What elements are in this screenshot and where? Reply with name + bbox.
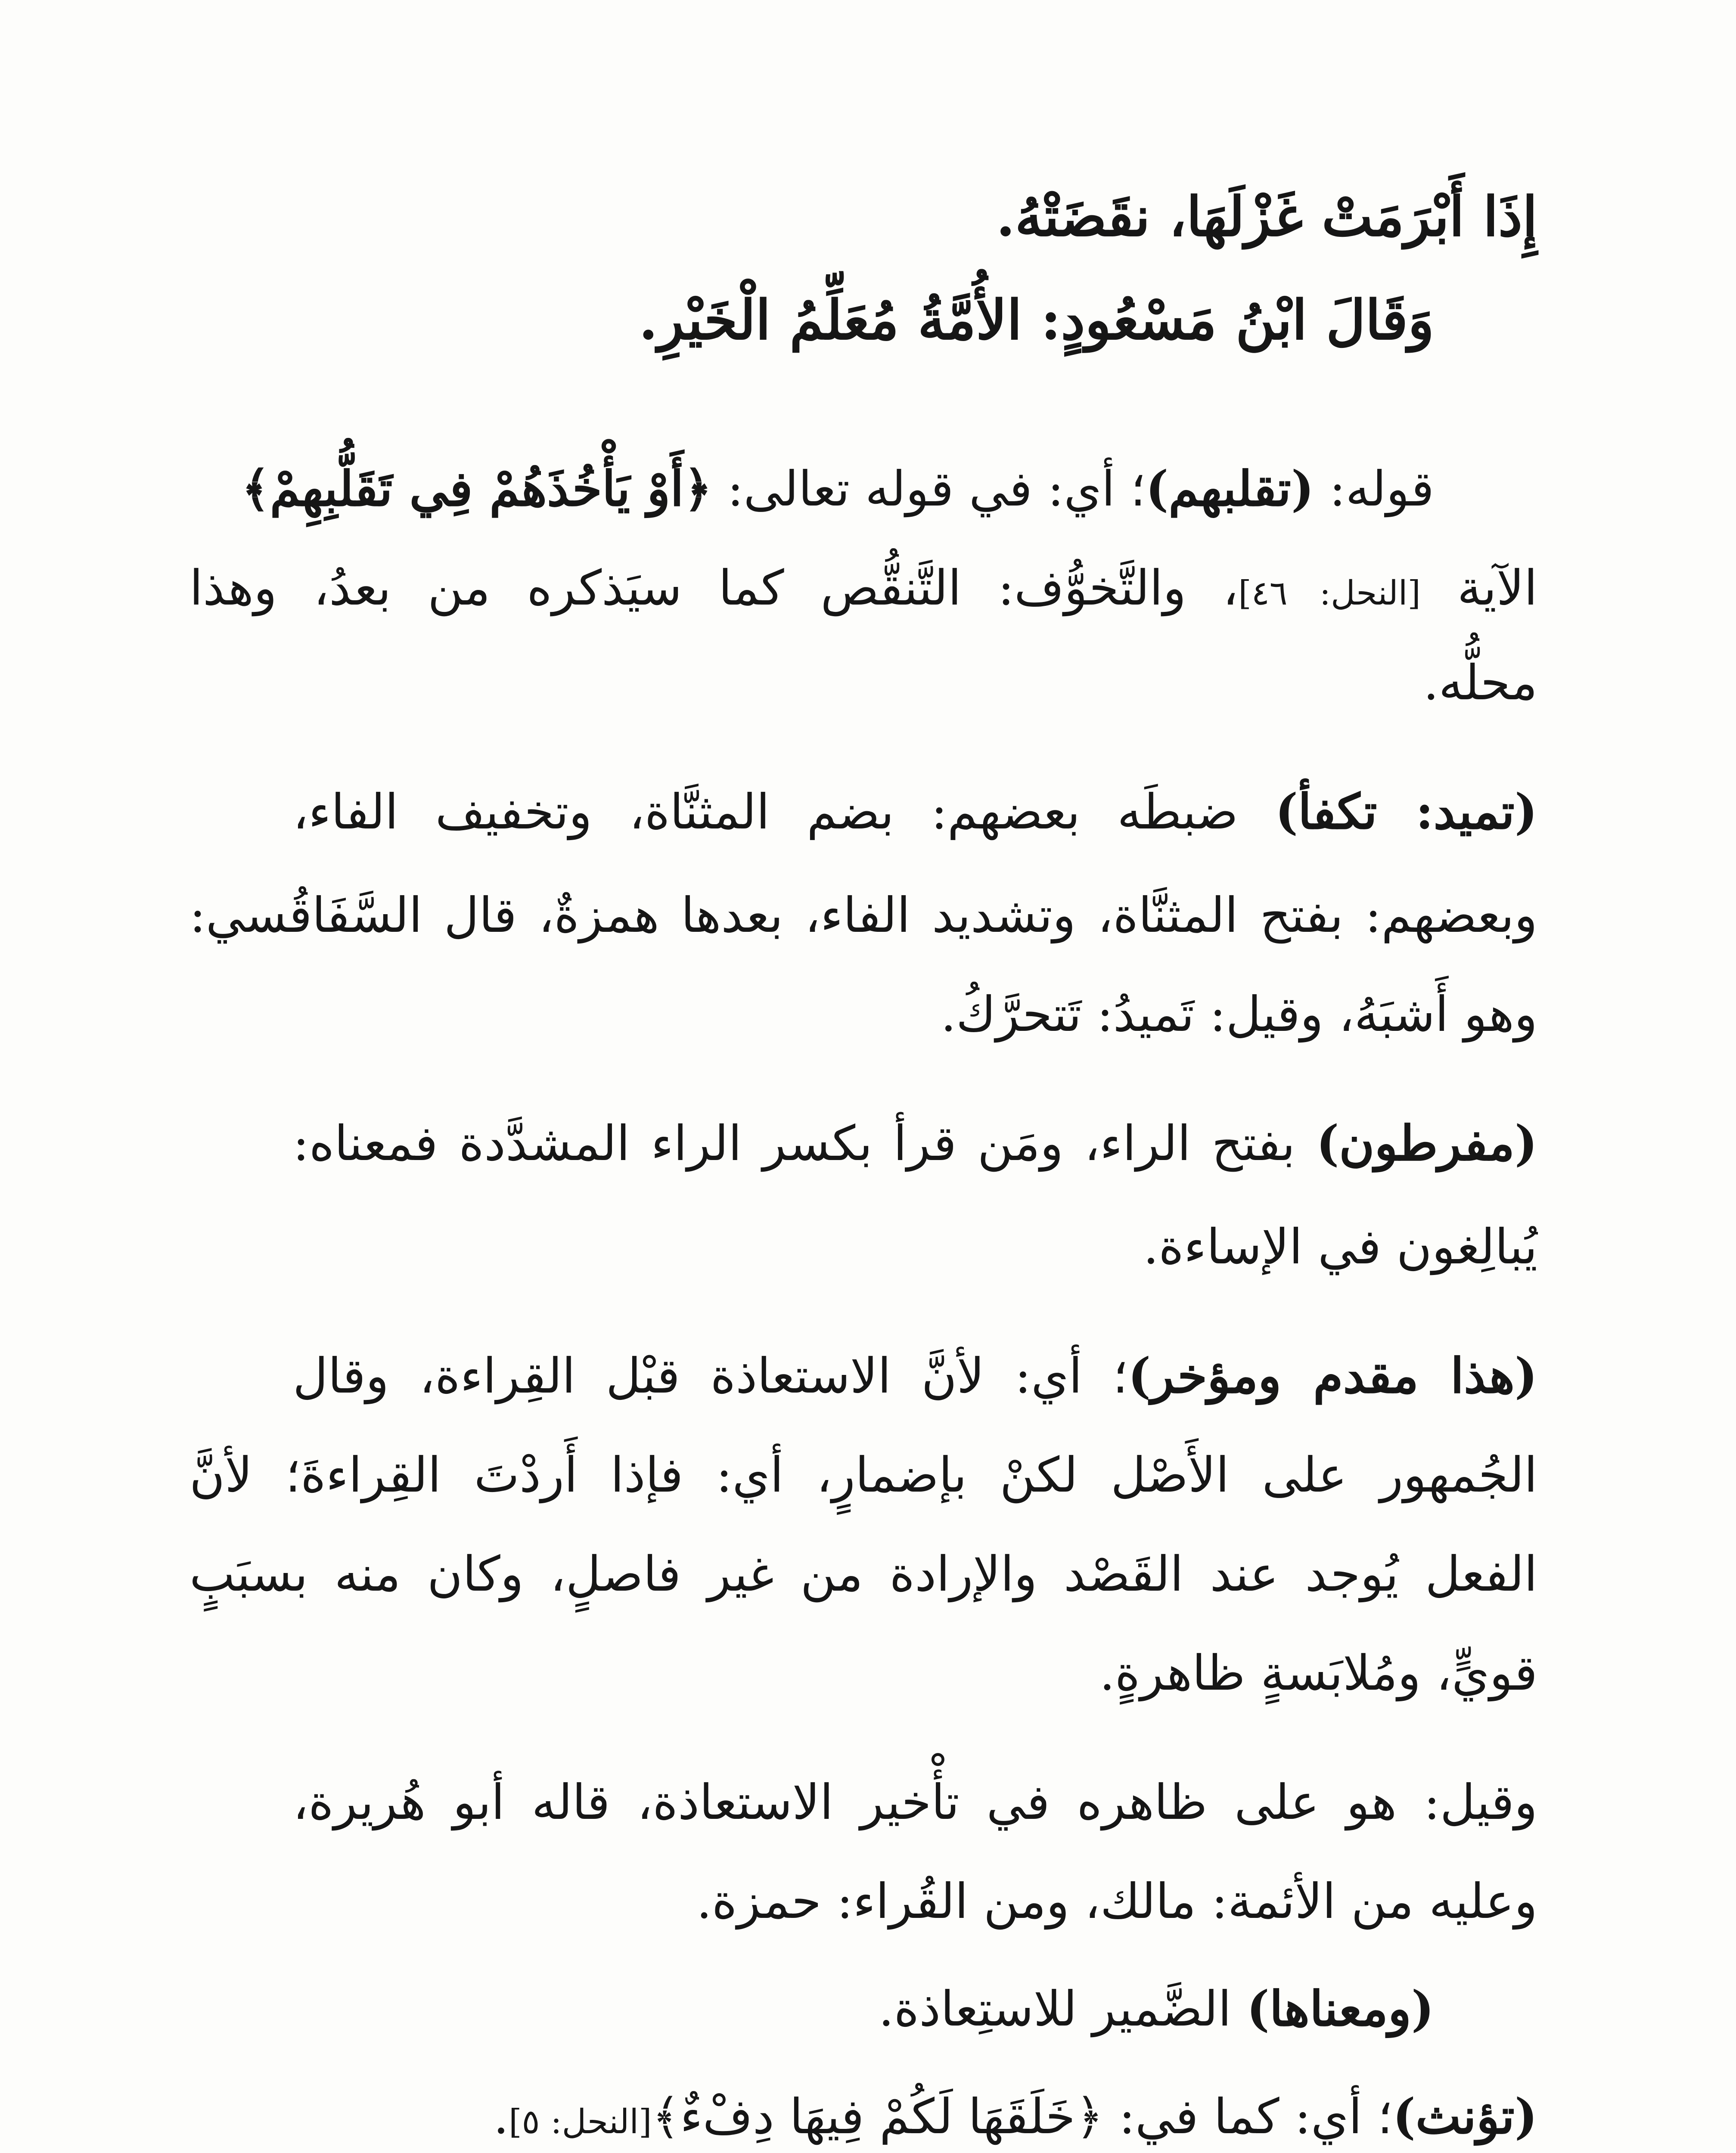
term-heading: (ومعناها): [1246, 1981, 1434, 2037]
text-line-15: وقيل: هو على ظاهره في تأْخير الاستعاذة، قاله أبو هُريرة،: [293, 1775, 1537, 1830]
term-heading: (تقلبهم): [1146, 461, 1314, 517]
text-line-18: (تؤنث)؛ أي: كما في: ﴿خَلَقَهَا لَكُمْ فِيهَا دِفْءٌ﴾[النحل: ٥].: [493, 2088, 1537, 2145]
text-line-14: قويٍّ، ومُلابَسةٍ ظاهرةٍ.: [1099, 1645, 1537, 1701]
quran-verse: ﴿خَلَقَهَا لَكُمْ فِيهَا دِفْءٌ﴾: [652, 2089, 1104, 2145]
text-line-12: الجُمهور على الأَصْل لكنْ بإضمارٍ، أي: فإذا أَردْتَ القِراءةَ؛ لأنَّ: [189, 1447, 1537, 1503]
term-heading: (تميد: تكفأ): [1275, 784, 1537, 840]
term-heading: (هذا مقدم ومؤخر): [1128, 1348, 1538, 1404]
hadith-text: إِذَا أَبْرَمَتْ غَزْلَهَا، نقَضَتْهُ.: [996, 185, 1537, 248]
hadith-text: وَقَالَ ابْنُ مَسْعُودٍ: الأُمَّةُ مُعَلِّمُ الْخَيْرِ.: [639, 288, 1434, 352]
text-line-10: يُبالِغون في الإساءة.: [1143, 1219, 1537, 1275]
term-heading: (مفرطون): [1316, 1115, 1537, 1172]
text-line-4: الآية [النحل: ٤٦]، والتَّخوُّف: التَّنقُّص كما سيَذكره من بعدُ، وهذا: [189, 560, 1538, 616]
text-line-11: (هذا مقدم ومؤخر)؛ أي: لأنَّ الاستعاذة قبْل القِراءة، وقال: [293, 1348, 1538, 1404]
text-line-5: محلُّه.: [1423, 655, 1537, 711]
text-line-9: (مفرطون) بفتح الراء، ومَن قرأ بكسر الراء المشدَّدة فمعناه:: [293, 1115, 1537, 1172]
quran-verse: ﴿أَوْ يَأْخُذَهُمْ فِي تَقَلُّبِهِمْ﴾: [242, 461, 712, 517]
text-line-1: [996, 185, 1537, 248]
verse-reference: [النحل: ٥]: [509, 2103, 652, 2141]
text-line-17: (ومعناها) الضَّمير للاستِعاذة.: [878, 1981, 1434, 2037]
text-line-7: وبعضهم: بفتح المثنَّاة، وتشديد الفاء، بعدها همزةٌ، قال السَّفَاقُسي:: [189, 887, 1537, 943]
text-line-16: وعليه من الأئمة: مالك، ومن القُراء: حمزة.: [696, 1874, 1537, 1930]
text-line-3: قوله: (تقلبهم)؛ أي: في قوله تعالى: ﴿أَوْ يَأْخُذَهُمْ فِي تَقَلُّبِهِمْ﴾: [242, 461, 1434, 517]
text-line-13: الفعل يُوجد عند القَصْد والإرادة من غير فاصلٍ، وكان منه بسبَبٍ: [189, 1546, 1537, 1602]
term-heading: (تؤنث): [1392, 2088, 1537, 2145]
text-line-6: (تميد: تكفأ) ضبطَه بعضهم: بضم المثنَّاة، وتخفيف الفاء،: [293, 784, 1537, 840]
text-line-2: [639, 288, 1434, 352]
page-body: [189, 164, 1537, 2153]
verse-reference: [النحل: ٤٦]: [1238, 574, 1421, 613]
text-line-8: وهو أَشبَهُ، وقيل: تَميدُ: تَتحرَّكُ.: [941, 987, 1537, 1042]
